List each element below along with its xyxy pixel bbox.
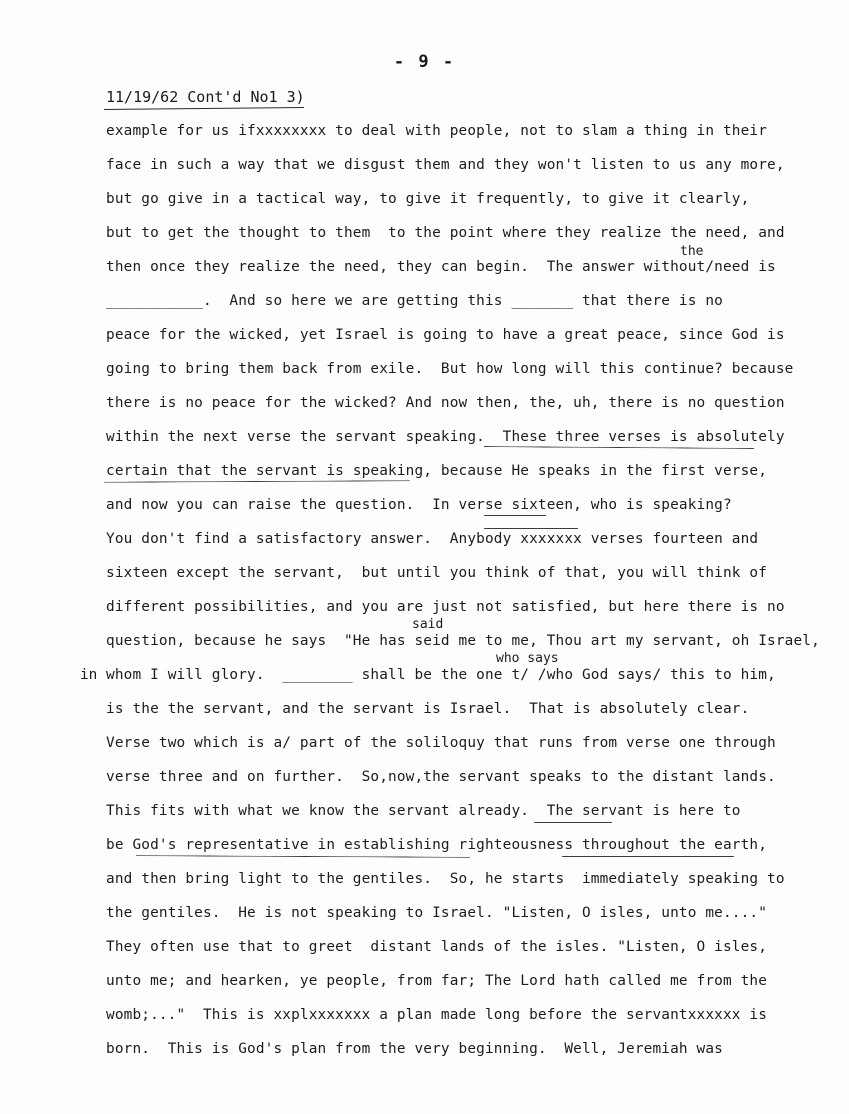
text-line: verse three and on further. So,now,the servant speaks to the distant lands.	[106, 769, 776, 785]
text-line: born. This is God's plan from the very beginning. Well, Jeremiah was	[106, 1041, 723, 1057]
text-line: there is no peace for the wicked? And now then, the, uh, there is no question	[106, 395, 785, 411]
text-line: face in such a way that we disgust them and they won't listen to us any more,	[106, 157, 785, 173]
text-line: but to get the thought to them to the point where they realize the need, and	[106, 225, 785, 241]
text-line: sixteen except the servant, but until you think of that, you will think of	[106, 565, 768, 581]
header-underline	[104, 107, 304, 110]
pen-underline	[562, 856, 734, 857]
text-line: then once they realize the need, they can begin. The answer without/need is	[106, 259, 776, 275]
text-line: question, because he says "He has seid me to me, Thou art my servant, oh Israel,	[106, 633, 820, 649]
text-line: Verse two which is a/ part of the soliloquy that runs from verse one through	[106, 735, 776, 751]
text-line: ___________. And so here we are getting this _______ that there is no	[106, 293, 723, 309]
text-line: going to bring them back from exile. But how long will this continue? because	[106, 361, 794, 377]
pen-underline	[484, 528, 578, 529]
text-line: womb;..." This is xxplxxxxxxx a plan made long before the servantxxxxxx is	[106, 1007, 768, 1023]
text-line: be God's representative in establishing righteousness throughout the earth,	[106, 837, 768, 853]
page-number: - 9 -	[393, 52, 456, 72]
text-line: but go give in a tactical way, to give it frequently, to give it clearly,	[106, 191, 750, 207]
pen-underline	[484, 515, 546, 516]
text-line: This fits with what we know the servant already. The servant is here to	[106, 803, 741, 819]
text-line: peace for the wicked, yet Israel is going to have a great peace, since God is	[106, 327, 785, 343]
text-line: example for us ifxxxxxxxx to deal with people, not to slam a thing in their	[106, 123, 768, 139]
text-line: whom I will glory. ________ shall be the one t/ /who God says/ this to him,	[106, 667, 776, 683]
text-line: They often use that to greet distant lands of the isles. "Listen, O isles,	[106, 939, 768, 955]
interlinear-the: the	[680, 244, 704, 259]
text-line: You don't find a satisfactory answer. Anybody xxxxxxx verses fourteen and	[106, 531, 759, 547]
text-line: unto me; and hearken, ye people, from far; The Lord hath called me from the	[106, 973, 768, 989]
interlinear-who-says: who says	[496, 651, 559, 666]
text-line: and then bring light to the gentiles. So, he starts immediately speaking to	[106, 871, 785, 887]
text-line: is the the servant, and the servant is Israel. That is absolutely clear.	[106, 701, 750, 717]
margin-note: in	[80, 667, 98, 683]
text-line: the gentiles. He is not speaking to Israel. "Listen, O isles, unto me...."	[106, 905, 768, 921]
interlinear-said: said	[412, 617, 444, 632]
text-line: certain that the servant is speaking, because He speaks in the first verse,	[106, 463, 768, 479]
text-line: and now you can raise the question. In verse sixteen, who is speaking?	[106, 497, 732, 513]
pen-underline	[534, 822, 612, 823]
text-line: different possibilities, and you are just not satisfied, but here there is no	[106, 599, 785, 615]
text-line: within the next verse the servant speaking. These three verses is absolutely	[106, 429, 785, 445]
page-header: 11/19/62 Cont'd No1 3)	[106, 88, 305, 106]
